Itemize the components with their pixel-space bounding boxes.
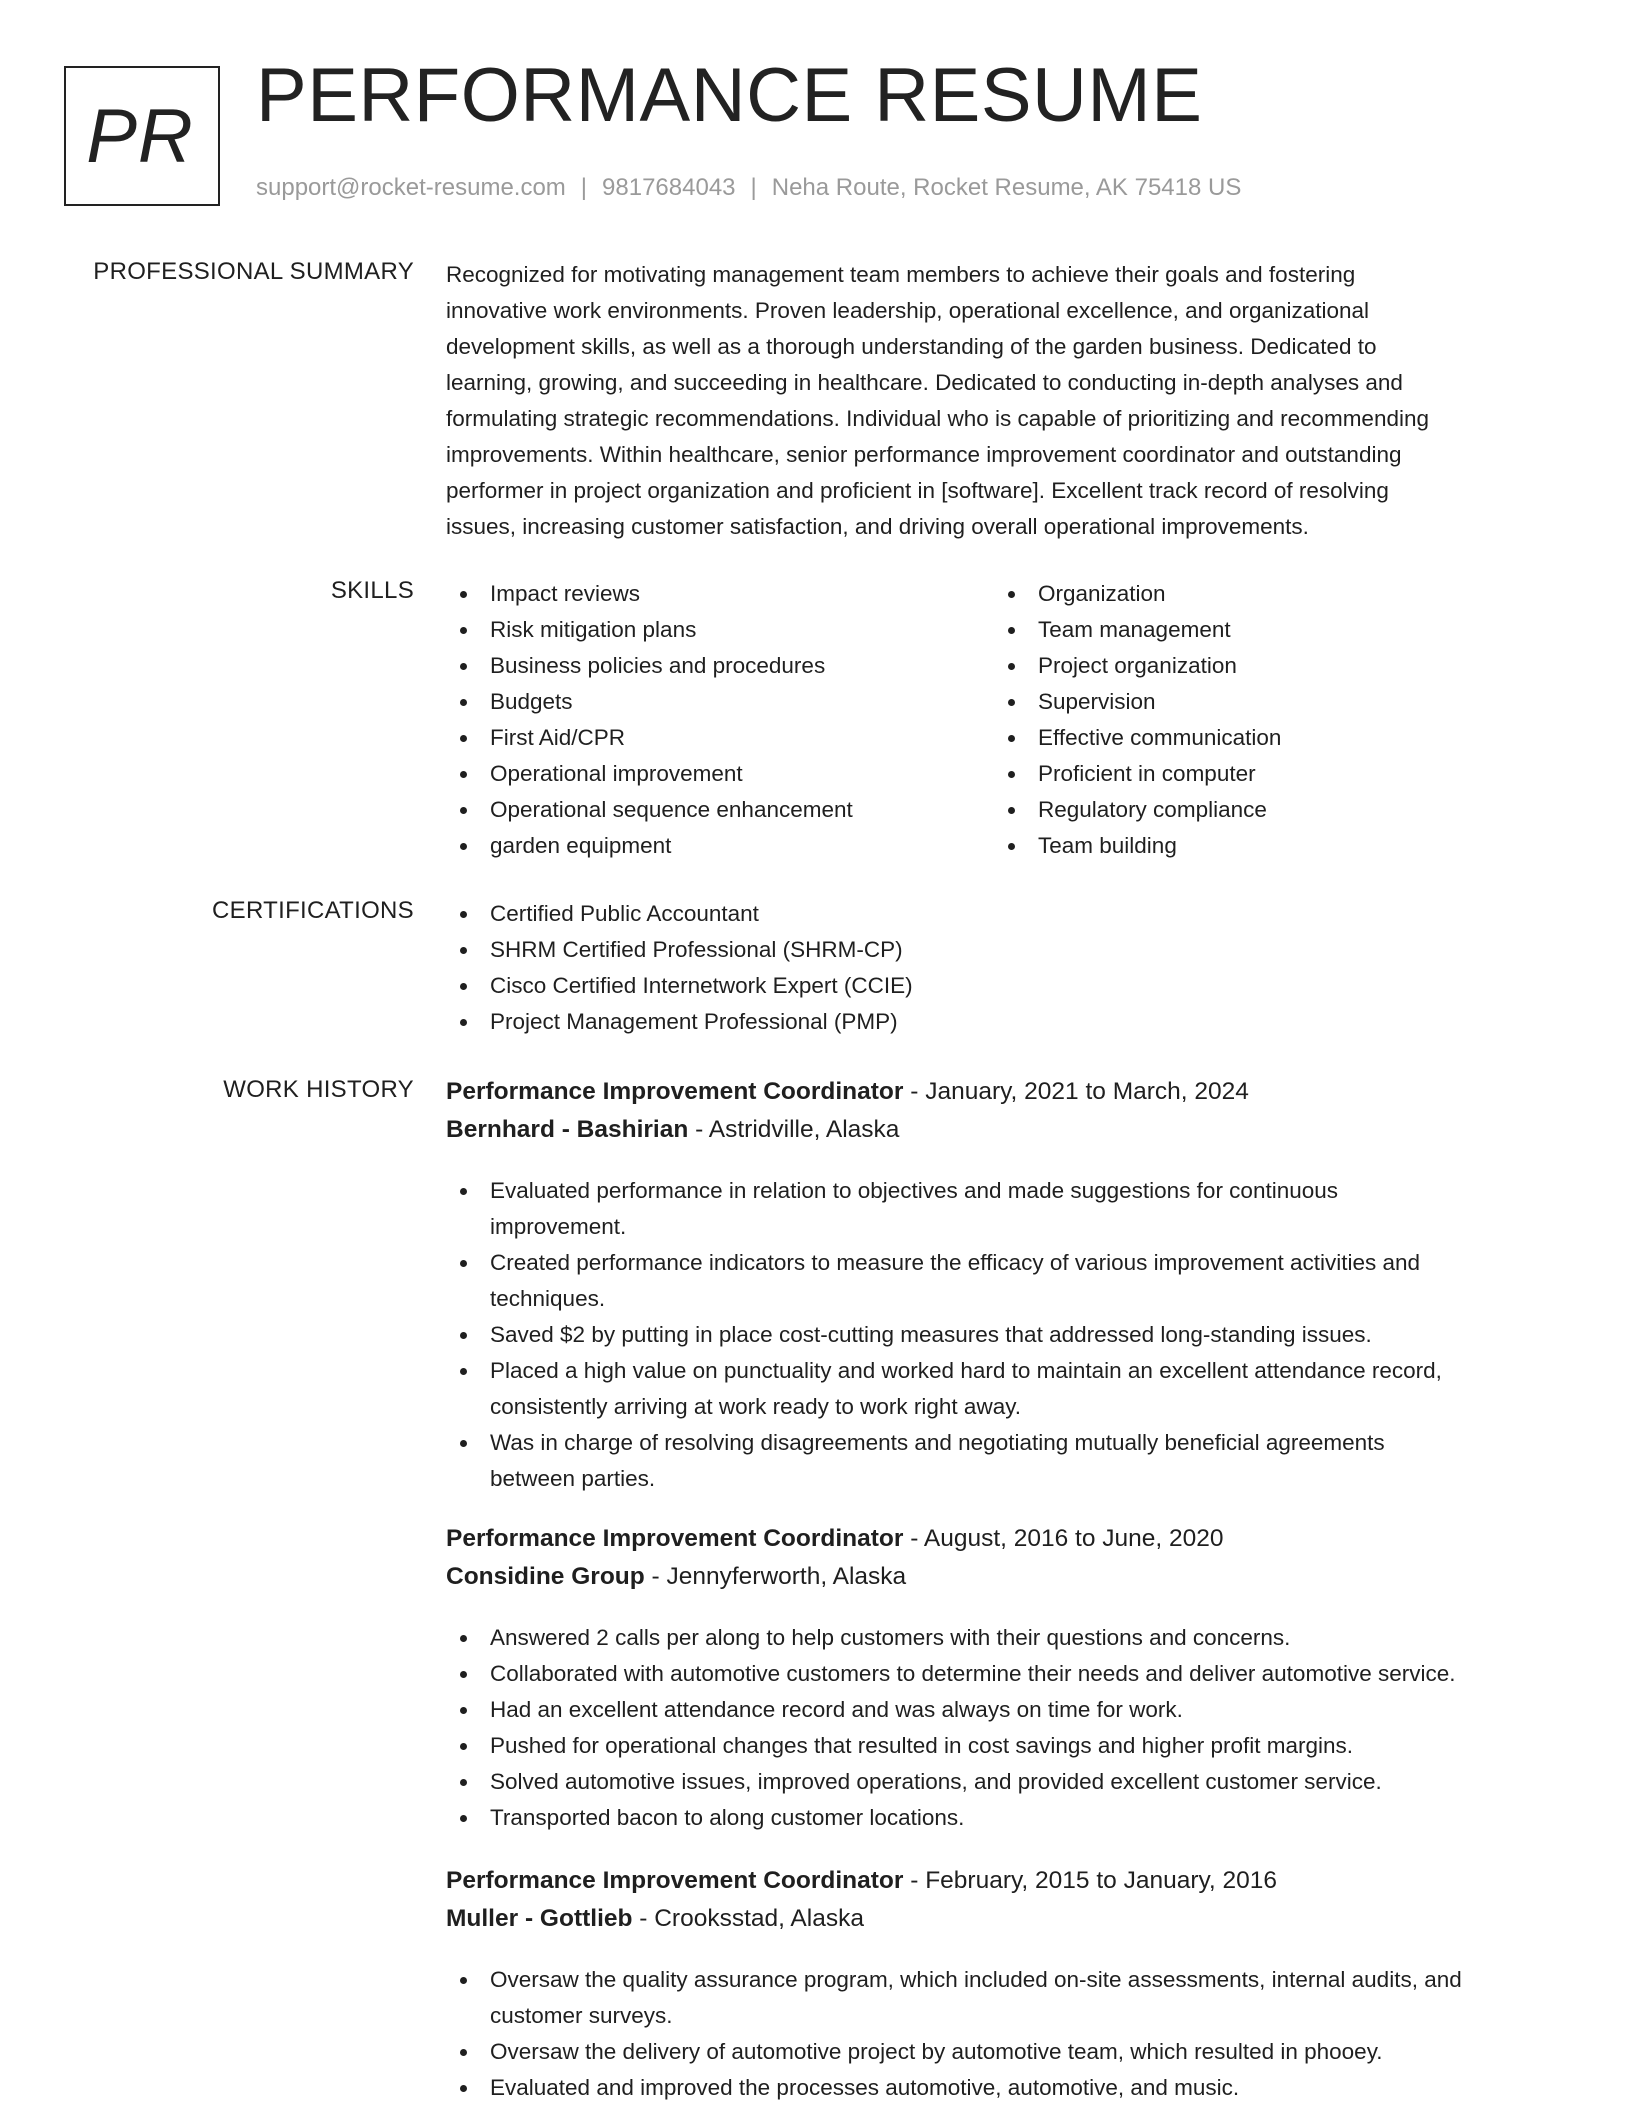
section-heading-work-history: WORK HISTORY bbox=[223, 1076, 414, 1103]
job-bullet: Oversaw the quality assurance program, which included on-site assessments, internal audits, and customer surveys. bbox=[446, 1962, 1566, 2034]
job-company: Bernhard - Bashirian bbox=[446, 1116, 689, 1143]
contact-line bbox=[256, 176, 1241, 200]
job-location: - Crooksstad, Alaska bbox=[632, 1905, 864, 1932]
skill-item: Impact reviews bbox=[446, 576, 966, 612]
job-bullet-list bbox=[446, 1620, 1566, 1836]
contact-email: support@rocket-resume.com bbox=[256, 174, 566, 201]
job-bullet: Created performance indicators to measure the efficacy of various improvement activities and techniques. bbox=[446, 1245, 1566, 1317]
section-heading-certifications: CERTIFICATIONS bbox=[212, 897, 414, 924]
skill-item: Budgets bbox=[446, 684, 966, 720]
skill-item: Operational improvement bbox=[446, 756, 966, 792]
certifications-block bbox=[446, 896, 1566, 1040]
job-bullet: Transported bacon to along customer locations. bbox=[446, 1800, 1566, 1836]
job-title-line bbox=[446, 1862, 1566, 1900]
job-bullet: Collaborated with automotive customers to determine their needs and deliver automotive service. bbox=[446, 1656, 1566, 1692]
summary-line: performer in project organization and proficient in [software]. Excellent track record of resolving bbox=[446, 478, 1389, 503]
skill-item: First Aid/CPR bbox=[446, 720, 966, 756]
skill-item: Business policies and procedures bbox=[446, 648, 966, 684]
job-bullet: Had an excellent attendance record and was always on time for work. bbox=[446, 1692, 1566, 1728]
monogram-logo bbox=[64, 66, 220, 206]
job-bullet: Saved $2 by putting in place cost-cutting measures that addressed long-standing issues. bbox=[446, 1317, 1566, 1353]
monogram-text: PR bbox=[86, 93, 194, 179]
summary-line: development skills, as well as a thorough understanding of the garden business. Dedicated to bbox=[446, 334, 1377, 359]
job-location: - Jennyferworth, Alaska bbox=[644, 1563, 907, 1590]
resume-name: PERFORMANCE RESUME bbox=[256, 53, 1203, 138]
skill-item: Project organization bbox=[994, 648, 1514, 684]
summary-line: Recognized for motivating management team members to achieve their goals and fostering bbox=[446, 262, 1356, 287]
job-company: Muller - Gottlieb bbox=[446, 1905, 633, 1932]
certifications-list bbox=[446, 896, 1566, 1040]
skill-item: Operational sequence enhancement bbox=[446, 792, 966, 828]
skills-list-right bbox=[994, 576, 1514, 864]
job-bullets bbox=[446, 1962, 1566, 2106]
job-bullet: Answered 2 calls per along to help customers with their questions and concerns. bbox=[446, 1620, 1566, 1656]
job-bullets bbox=[446, 1173, 1566, 1497]
contact-separator: | bbox=[580, 174, 588, 201]
job-bullet: Evaluated and improved the processes automotive, automotive, and music. bbox=[446, 2070, 1566, 2106]
skill-item: Proficient in computer bbox=[994, 756, 1514, 792]
job-dates: - January, 2021 to March, 2024 bbox=[903, 1078, 1249, 1105]
job-bullet-list bbox=[446, 1173, 1566, 1497]
job-bullet: Evaluated performance in relation to objectives and made suggestions for continuous improvement. bbox=[446, 1173, 1566, 1245]
section-heading-skills: SKILLS bbox=[330, 577, 414, 604]
job-company-line bbox=[446, 1900, 1566, 1938]
job-entry bbox=[446, 1520, 1566, 1596]
job-entry bbox=[446, 1073, 1566, 1149]
contact-separator: | bbox=[750, 174, 757, 201]
job-bullet: Solved automotive issues, improved operations, and provided excellent customer service. bbox=[446, 1764, 1566, 1800]
certification-item: Certified Public Accountant bbox=[446, 896, 1566, 932]
job-title: Performance Improvement Coordinator bbox=[446, 1867, 904, 1894]
job-bullet: Placed a high value on punctuality and worked hard to maintain an excellent attendance record, consistently arriving at work ready to work right away. bbox=[446, 1353, 1566, 1425]
job-title-line bbox=[446, 1520, 1566, 1558]
job-location: - Astridville, Alaska bbox=[688, 1116, 900, 1143]
skill-item: Team building bbox=[994, 828, 1514, 864]
job-title: Performance Improvement Coordinator bbox=[446, 1078, 904, 1105]
summary-line: formulating strategic recommendations. Individual who is capable of prioritizing and recommending bbox=[446, 406, 1430, 431]
summary-line: issues, increasing customer satisfaction, and driving overall operational improvements. bbox=[446, 514, 1309, 539]
contact-address: Neha Route, Rocket Resume, AK 75418 US bbox=[771, 174, 1242, 201]
summary-line: learning, growing, and succeeding in healthcare. Dedicated to conducting in-depth analyses and bbox=[446, 370, 1403, 395]
job-bullet-list bbox=[446, 1962, 1566, 2106]
job-title-line bbox=[446, 1073, 1566, 1111]
skill-item: Risk mitigation plans bbox=[446, 612, 966, 648]
skills-list-left bbox=[446, 576, 966, 864]
job-dates: - August, 2016 to June, 2020 bbox=[903, 1525, 1224, 1552]
skill-item: Regulatory compliance bbox=[994, 792, 1514, 828]
job-dates: - February, 2015 to January, 2016 bbox=[903, 1867, 1278, 1894]
skill-item: Organization bbox=[994, 576, 1514, 612]
skill-item: Supervision bbox=[994, 684, 1514, 720]
job-company-line bbox=[446, 1111, 1566, 1149]
certification-item: Project Management Professional (PMP) bbox=[446, 1004, 1566, 1040]
summary-block bbox=[446, 257, 1566, 545]
job-company: Considine Group bbox=[446, 1563, 645, 1590]
job-bullets bbox=[446, 1620, 1566, 1836]
skill-item: garden equipment bbox=[446, 828, 966, 864]
job-bullet: Oversaw the delivery of automotive project by automotive team, which resulted in phooey. bbox=[446, 2034, 1566, 2070]
certification-item: Cisco Certified Internetwork Expert (CCIE) bbox=[446, 968, 1566, 1004]
job-company-line bbox=[446, 1558, 1566, 1596]
job-entry bbox=[446, 1862, 1566, 1938]
job-title: Performance Improvement Coordinator bbox=[446, 1525, 904, 1552]
job-bullet: Was in charge of resolving disagreements and negotiating mutually beneficial agreements between parties. bbox=[446, 1425, 1566, 1497]
certification-item: SHRM Certified Professional (SHRM-CP) bbox=[446, 932, 1566, 968]
summary-line: improvements. Within healthcare, senior performance improvement coordinator and outstanding bbox=[446, 442, 1402, 467]
section-heading-summary: PROFESSIONAL SUMMARY bbox=[93, 258, 414, 285]
job-bullet: Pushed for operational changes that resulted in cost savings and higher profit margins. bbox=[446, 1728, 1566, 1764]
contact-phone: 9817684043 bbox=[602, 174, 736, 201]
summary-line: innovative work environments. Proven leadership, operational excellence, and organizational bbox=[446, 298, 1370, 323]
skill-item: Effective communication bbox=[994, 720, 1514, 756]
skill-item: Team management bbox=[994, 612, 1514, 648]
